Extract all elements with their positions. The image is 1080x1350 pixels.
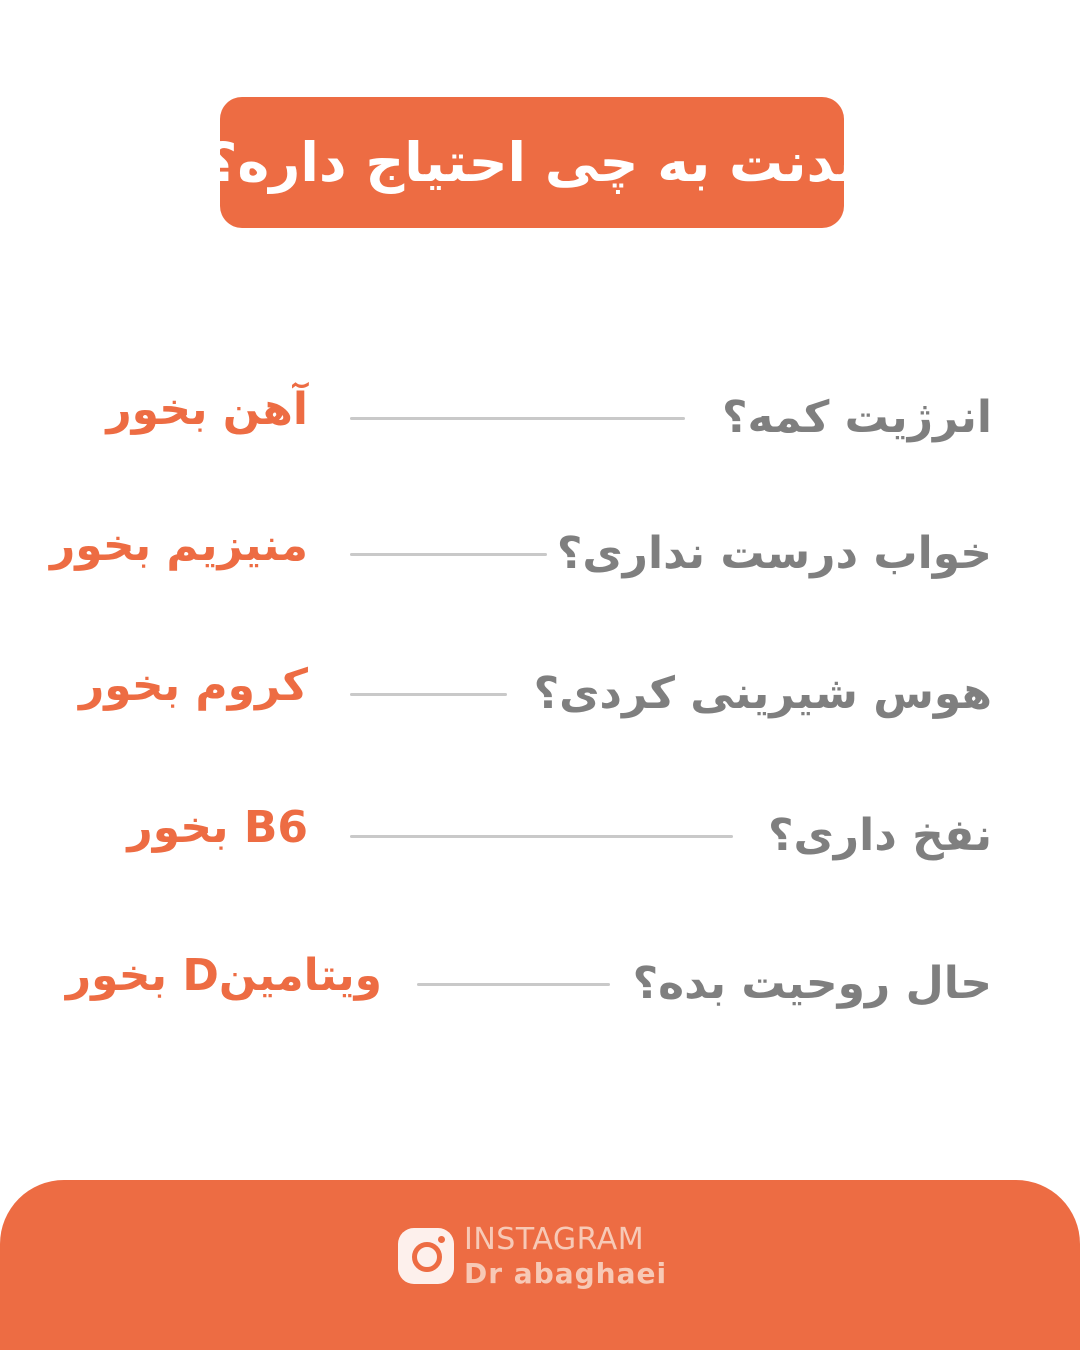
list-item xyxy=(0,939,1080,1029)
connector-line xyxy=(350,693,507,696)
question-text: هوس شیرینی کردی؟ xyxy=(533,668,992,719)
instagram-flash xyxy=(438,1236,445,1243)
instagram-icon[interactable] xyxy=(398,1228,454,1284)
list-item xyxy=(0,509,1080,599)
footer-bar xyxy=(0,1180,1080,1350)
question-text: حال روحیت بده؟ xyxy=(632,958,992,1009)
connector-line xyxy=(350,835,733,838)
answer-text: منیزیم بخور xyxy=(49,520,308,571)
list-item xyxy=(0,649,1080,739)
list-item xyxy=(0,373,1080,463)
question-text: انرژیت کمه؟ xyxy=(721,392,992,443)
instagram-handle[interactable]: Dr abaghaei xyxy=(464,1257,668,1290)
answer-text: آهن بخور xyxy=(106,384,308,435)
connector-line xyxy=(350,417,685,420)
answer-text: ویتامینD بخور xyxy=(65,950,382,1001)
page-title: بدنت به چی احتیاج داره؟ xyxy=(206,131,858,194)
question-text: خواب درست نداری؟ xyxy=(556,528,992,579)
connector-line xyxy=(417,983,610,986)
connector-line xyxy=(350,553,547,556)
answer-text: کروم بخور xyxy=(78,660,308,711)
instagram-lens xyxy=(412,1242,442,1272)
list-item xyxy=(0,791,1080,881)
platform-label: INSTAGRAM xyxy=(464,1222,645,1257)
title-banner xyxy=(206,97,858,228)
answer-text: B6 بخور xyxy=(127,802,308,853)
question-text: نفخ داری؟ xyxy=(767,810,992,861)
